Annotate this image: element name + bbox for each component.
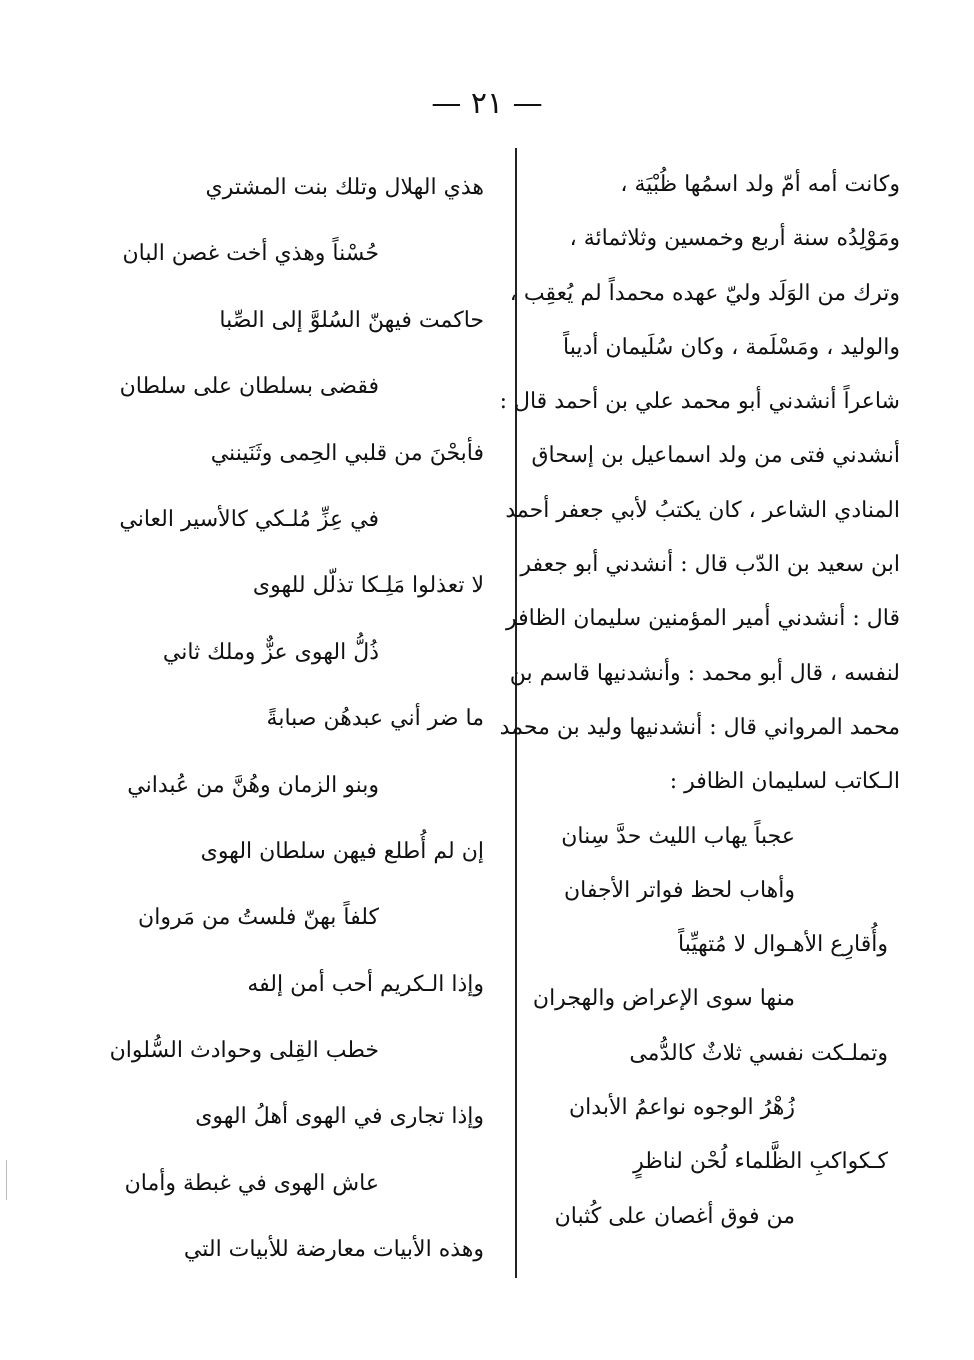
verse-line: كـكواكبِ الظَّلماء لُحْن لناظرٍ [633, 1149, 888, 1175]
page-number: — ٢١ — [431, 86, 543, 121]
text-line: قال : أنشدني أمير المؤمنين سليمان الظافر [506, 606, 900, 632]
verse-line: عجباً يهاب الليث حدَّ سِنان [561, 823, 795, 849]
left-column [109, 160, 484, 1289]
verse-line: لا تعذلوا مَلِـكا تذلّل للهوى [252, 573, 484, 599]
verse-line: وأُقارِع الأهـوال لا مُتهيِّباً [678, 932, 888, 958]
verse-line: حُسْناً وهذي أخت غصن البان [122, 241, 379, 267]
verse-line: عاش الهوى في غبطة وأمان [124, 1170, 379, 1196]
verse-line: فقضى بسلطان على سلطان [119, 374, 379, 400]
text-line: ابن سعيد بن الدّب قال : أنشدني أبو جعفر [520, 552, 900, 578]
verse-line: وإذا الـكريم أحب أمن إلفه [247, 971, 484, 997]
verse-line: فأبحْنَ من قلبي الحِمى وثَنَينني [210, 440, 484, 466]
verse-line: وإذا تجارى في الهوى أهلُ الهوى [195, 1104, 484, 1130]
right-column [500, 160, 900, 1246]
verse-line: هذي الهلال وتلك بنت المشتري [205, 175, 484, 200]
text-line: وكانت أمه أمّ ولد اسمُها ظُبْيَة ، [620, 172, 900, 197]
verse-line: وأهاب لحظ فواتر الأجفان [563, 877, 795, 903]
text-line: وترك من الوَلَد وليّ عهده محمداً لم يُعقِب ، [509, 280, 900, 306]
text-line: أنشدني فتى من ولد اسماعيل بن إسحاق [531, 443, 900, 469]
text-line: وهذه الأبيات معارضة للأبيات التي [183, 1237, 484, 1263]
text-line: المنادي الشاعر ، كان يكتبُ لأبي جعفر أحمد [505, 497, 900, 523]
verse-line: ذُلُّ الهوى عزٌّ وملك ثاني [162, 639, 379, 665]
text-line: والوليد ، ومَسْلَمة ، وكان سُلَيمان أديباً [563, 334, 900, 360]
text-line: الـكاتب لسليمان الظافر : [669, 769, 900, 795]
verse-line: في عِزِّ مُلـكي كالأسير العاني [119, 506, 379, 532]
verse-line: منها سوى الإعراض والهجران [532, 986, 795, 1012]
text-line: لنفسه ، قال أبو محمد : وأنشدنيها قاسم بن [509, 660, 900, 686]
scan-edge-mark [6, 1160, 7, 1200]
verse-line: إن لم أُطلع فيهن سلطان الهوى [200, 838, 484, 864]
text-line: محمد المرواني قال : أنشدنيها وليد بن محمد [499, 714, 900, 740]
verse-line: زُهْرُ الوجوه نواعمُ الأبدان [569, 1095, 795, 1121]
verse-line: وبنو الزمان وهُنَّ من عُبداني [127, 772, 379, 798]
text-line: ومَوْلِدُه سنة أربع وخمسين وثلاثمائة ، [569, 226, 900, 252]
verse-line: حاكمت فيهنّ السُلوَّ إلى الصِّبا [219, 307, 484, 333]
verse-line: خطب القِلى وحوادث السُّلوان [109, 1038, 379, 1064]
verse-line: ما ضر أني عبدهُن صبابةً [266, 706, 484, 732]
verse-line: وتملـكت نفسي ثلاثٌ كالدُّمى [629, 1040, 888, 1066]
verse-line: كلفاً بهنّ فلستُ من مَروان [138, 905, 379, 931]
text-line: شاعراً أنشدني أبو محمد علي بن أحمد قال : [499, 389, 900, 415]
verse-line: من فوق أغصان على كُثبان [554, 1203, 795, 1229]
